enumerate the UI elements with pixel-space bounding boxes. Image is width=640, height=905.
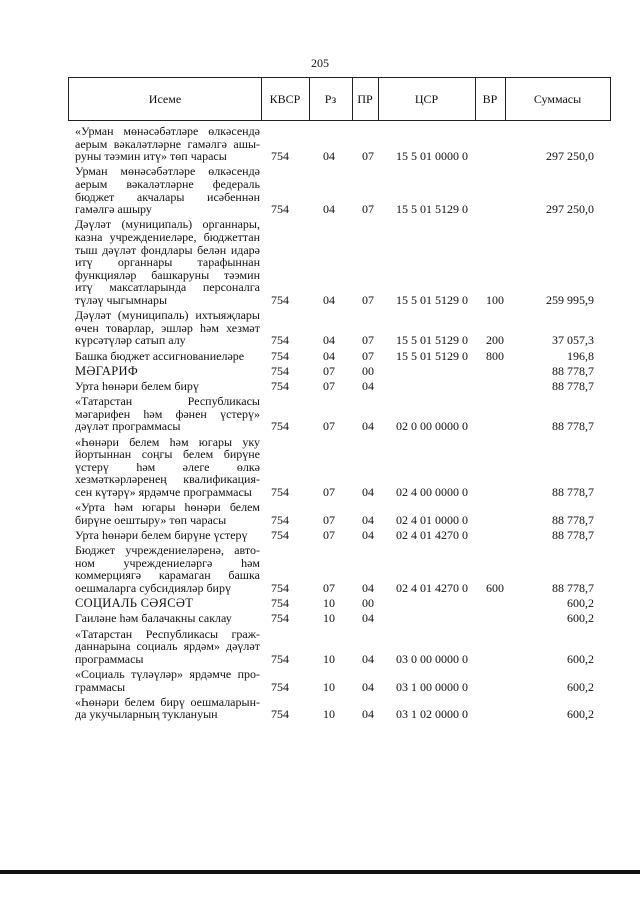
row-name-line: йортыннан соңгы белем бирүне	[75, 447, 260, 462]
cell-csr: 02 0 00 0000 0	[396, 419, 468, 434]
cell-vr: 800	[486, 348, 504, 363]
cell-csr: 02 4 01 4270 0	[396, 580, 468, 595]
cell-csr: 15 5 01 5129 0	[396, 292, 468, 307]
cell-sum: 88 778,7	[552, 485, 594, 499]
cell-sum: 88 778,7	[552, 528, 594, 542]
cell-csr: 15 5 01 5129 0	[396, 333, 468, 348]
cell-pr: 04	[362, 611, 374, 626]
row-name	[75, 544, 260, 594]
table-row	[0, 529, 640, 542]
row-name-line: казна учреждениеләре, бюджеттан	[75, 229, 260, 244]
row-name-line: оешмаларга субсидияләр бирү	[75, 580, 231, 595]
row-name-line: Урман мөнәсәбәтләре өлкәсендә	[75, 164, 260, 179]
cell-rz: 04	[323, 149, 335, 164]
cell-csr: 15 5 01 5129 0	[396, 348, 468, 363]
page-number: 205	[311, 56, 329, 70]
cell-csr: 15 5 01 5129 0	[396, 202, 468, 217]
row-name-line: Башка бюджет ассигнованиеләре	[75, 348, 245, 363]
table-row	[0, 395, 640, 433]
table-row	[0, 309, 640, 347]
cell-rz: 10	[323, 651, 335, 666]
row-name	[75, 165, 260, 215]
cell-kvsr: 754	[271, 596, 289, 611]
cell-rz: 10	[323, 611, 335, 626]
cell-sum: 88 778,7	[552, 363, 594, 378]
cell-pr: 00	[362, 363, 374, 378]
row-name-line: «Татарстан Республикасы граж-	[75, 626, 260, 641]
row-name-line: күрсәтүләр сатып алу	[75, 333, 186, 348]
cell-kvsr: 754	[271, 379, 289, 393]
row-name	[75, 668, 260, 693]
cell-sum: 600,2	[567, 679, 594, 694]
cell-kvsr: 754	[271, 292, 289, 307]
cell-kvsr: 754	[271, 679, 289, 694]
row-name-line: коммерциягә карамаган башка	[75, 568, 260, 583]
cell-kvsr: 754	[271, 512, 289, 527]
cell-kvsr: 754	[271, 363, 289, 378]
cell-rz: 07	[323, 485, 335, 499]
row-name-line: өчен товарлар, эшләр һәм хезмәт	[75, 320, 260, 335]
cell-kvsr: 754	[271, 419, 289, 434]
row-name-line: сен күтәрү» ярдәмче программасы	[75, 484, 252, 499]
row-name-line: функцияләр башкаруны тәэмин	[75, 267, 260, 282]
row-name-line: «Урта һәм югары һөнәри белем	[75, 500, 260, 515]
cell-sum: 600,2	[567, 611, 594, 626]
table-row	[0, 628, 640, 666]
header-rz: Рз	[324, 92, 337, 106]
cell-sum: 600,2	[567, 596, 594, 611]
cell-pr: 07	[362, 333, 374, 348]
row-name-line: үстерү һәм әлеге өлкә	[75, 459, 260, 474]
cell-csr: 15 5 01 0000 0	[396, 149, 468, 164]
cell-sum: 88 778,7	[552, 580, 594, 595]
row-name	[75, 125, 260, 163]
row-name	[75, 696, 260, 721]
cell-kvsr: 754	[271, 707, 289, 722]
cell-rz: 10	[323, 679, 335, 694]
row-name-line: Урта һөнәри белем бирү	[75, 379, 199, 393]
cell-pr: 04	[362, 379, 374, 393]
cell-pr: 04	[362, 679, 374, 694]
table-row	[0, 612, 640, 625]
table-row	[0, 125, 640, 163]
table-row	[0, 165, 640, 215]
row-name-line: даннарына социаль ярдәм» дәүләт	[75, 639, 260, 654]
cell-rz: 10	[323, 707, 335, 722]
footer-divider	[0, 870, 640, 874]
row-name-line: руны тәэмин итү» төп чарасы	[75, 149, 227, 164]
row-name-line: да укучыларның туклануын	[75, 707, 218, 722]
row-name-line: бирүне оештыру» төп чарасы	[75, 512, 227, 527]
row-name	[75, 380, 260, 393]
cell-csr: 02 4 01 0000 0	[396, 512, 468, 527]
cell-csr: 02 4 00 0000 0	[396, 485, 468, 499]
cell-rz: 07	[323, 580, 335, 595]
table-row	[0, 544, 640, 594]
cell-kvsr: 754	[271, 348, 289, 363]
row-name	[75, 218, 260, 306]
cell-kvsr: 754	[271, 528, 289, 542]
cell-rz: 04	[323, 333, 335, 348]
row-name-line: хезмәткәрләренең квалификация-	[75, 472, 260, 487]
row-name-line: Дәүләт (муниципаль) ихтыяҗлары	[75, 308, 260, 323]
row-name-line: СОЦИАЛЬ СӘЯСӘТ	[75, 596, 194, 611]
row-name-line: Урта һөнәри белем бирүне үстерү	[75, 528, 248, 542]
section-title	[75, 365, 260, 378]
cell-rz: 07	[323, 512, 335, 527]
cell-pr: 04	[362, 512, 374, 527]
cell-csr: 03 1 00 0000 0	[396, 679, 468, 694]
row-name-line: гамәлгә ашыру	[75, 202, 152, 217]
header-vr: ВР	[482, 92, 498, 106]
row-name	[75, 309, 260, 347]
cell-kvsr: 754	[271, 611, 289, 626]
cell-vr: 100	[486, 292, 504, 307]
cell-sum: 259 995,9	[546, 292, 594, 307]
table-header	[68, 77, 611, 121]
cell-rz: 10	[323, 596, 335, 611]
table-row	[0, 380, 640, 393]
cell-kvsr: 754	[271, 580, 289, 595]
cell-kvsr: 754	[271, 202, 289, 217]
table-row	[0, 668, 640, 693]
row-name-line: мәгарифен һәм фәнен үстерү»	[75, 406, 260, 421]
cell-rz: 04	[323, 348, 335, 363]
cell-pr: 07	[362, 348, 374, 363]
cell-pr: 07	[362, 149, 374, 164]
row-name-line: «Һөнәри белем бирү оешмаларын-	[75, 694, 260, 709]
cell-kvsr: 754	[271, 333, 289, 348]
row-name	[75, 350, 260, 363]
cell-rz: 04	[323, 292, 335, 307]
cell-csr: 03 0 00 0000 0	[396, 651, 468, 666]
row-name-line: «Урман мөнәсәбәтләре өлкәсендә	[75, 124, 260, 138]
header-sum: Суммасы	[533, 92, 582, 106]
cell-rz: 07	[323, 363, 335, 378]
header-name: Исеме	[148, 92, 182, 106]
cell-sum: 600,2	[567, 651, 594, 666]
row-name-line: программасы	[75, 651, 144, 666]
cell-csr: 02 4 01 4270 0	[396, 528, 468, 542]
cell-sum: 196,8	[567, 348, 594, 363]
cell-sum: 88 778,7	[552, 512, 594, 527]
cell-vr: 600	[486, 580, 504, 595]
cell-csr: 03 1 02 0000 0	[396, 707, 468, 722]
cell-pr: 04	[362, 651, 374, 666]
row-name-line: Гаиләне һәм балачакны саклау	[75, 611, 232, 626]
table-row	[0, 501, 640, 526]
table-row	[0, 436, 640, 499]
row-name-line: граммасы	[75, 679, 126, 694]
cell-sum: 297 250,0	[546, 149, 594, 164]
cell-sum: 297 250,0	[546, 202, 594, 217]
row-name	[75, 529, 260, 542]
cell-pr: 04	[362, 707, 374, 722]
row-name-line: итү максатларында персоналга	[75, 280, 260, 295]
row-name-line: итү органнары тарафыннан	[75, 255, 260, 270]
cell-pr: 04	[362, 485, 374, 499]
table-row	[0, 365, 640, 378]
row-name-line: тыш дәүләт фондлары белән идарә	[75, 242, 260, 257]
row-name	[75, 395, 260, 433]
row-name-line: бюджет акчалары исәбеннән	[75, 189, 260, 204]
row-name	[75, 628, 260, 666]
cell-sum: 37 057,3	[552, 333, 594, 348]
cell-kvsr: 754	[271, 149, 289, 164]
table-row	[0, 350, 640, 363]
cell-pr: 00	[362, 596, 374, 611]
cell-sum: 88 778,7	[552, 379, 594, 393]
row-name-line: Дәүләт (муниципаль) органнары,	[75, 217, 260, 232]
row-name-line: «Социаль түләүләр» ярдәмче про-	[75, 667, 260, 681]
row-name-line: дәүләт программасы	[75, 419, 181, 434]
cell-sum: 600,2	[567, 707, 594, 722]
cell-sum: 88 778,7	[552, 419, 594, 434]
row-name-line: аерым вәкаләтләрне гамәлгә ашы-	[75, 136, 260, 151]
cell-rz: 04	[323, 202, 335, 217]
row-name-line: «Татарстан Республикасы	[75, 394, 260, 409]
section-title	[75, 597, 260, 610]
table-row	[0, 597, 640, 610]
cell-rz: 07	[323, 379, 335, 393]
row-name-line: «Һөнәри белем һәм югары уку	[75, 434, 260, 449]
row-name-line: түләү чыгымнары	[75, 292, 168, 307]
cell-pr: 07	[362, 292, 374, 307]
header-kvsr: КВСР	[269, 92, 301, 106]
row-name-line: Бюджет учреждениеләренә, авто-	[75, 543, 260, 558]
table-row	[0, 696, 640, 721]
row-name-line: аерым вәкаләтләрне федераль	[75, 176, 260, 191]
header-pr: ПР	[357, 92, 373, 106]
row-name	[75, 436, 260, 499]
cell-pr: 04	[362, 528, 374, 542]
header-csr: ЦСР	[414, 92, 439, 106]
cell-pr: 04	[362, 580, 374, 595]
cell-pr: 04	[362, 419, 374, 434]
cell-kvsr: 754	[271, 485, 289, 499]
row-name-line: МӘГАРИФ	[75, 363, 138, 378]
cell-rz: 07	[323, 419, 335, 434]
cell-rz: 07	[323, 528, 335, 542]
table-row	[0, 218, 640, 306]
row-name	[75, 501, 260, 526]
cell-vr: 200	[486, 333, 504, 348]
row-name	[75, 612, 260, 625]
cell-kvsr: 754	[271, 651, 289, 666]
cell-pr: 07	[362, 202, 374, 217]
row-name-line: ном учреждениеләргә һәм	[75, 555, 260, 570]
